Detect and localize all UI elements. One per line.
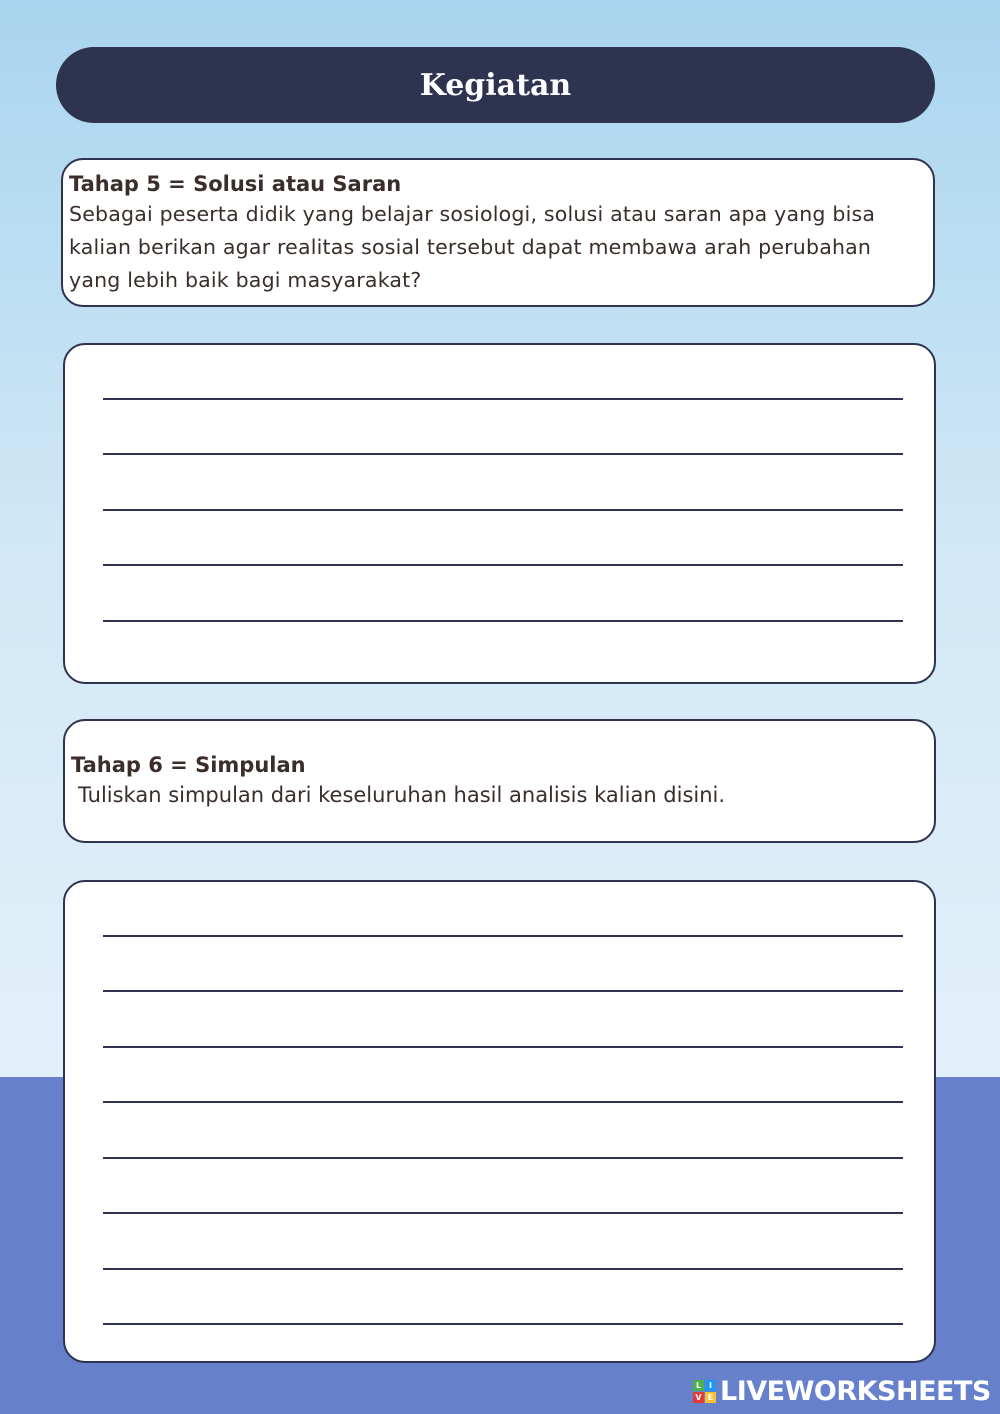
answer-line[interactable] xyxy=(103,398,903,400)
answer-line[interactable] xyxy=(103,1212,903,1214)
page-title: Kegiatan xyxy=(419,67,572,103)
step5-heading: Tahap 5 = Solusi atau Saran xyxy=(69,172,402,196)
answer-line[interactable] xyxy=(103,1157,903,1159)
answer-line[interactable] xyxy=(103,1323,903,1325)
step5-question xyxy=(69,198,927,297)
step5-question-line: Sebagai peserta didik yang belajar sosiologi, solusi atau saran apa yang bisa xyxy=(69,202,876,226)
step5-question-line: yang lebih baik bagi masyarakat? xyxy=(69,268,422,292)
answer-line[interactable] xyxy=(103,453,903,455)
liveworksheets-brand xyxy=(693,1376,991,1407)
logo-letter: L xyxy=(693,1380,704,1391)
step6-prompt-card xyxy=(63,719,936,843)
answer-line[interactable] xyxy=(103,1268,903,1270)
logo-letter: E xyxy=(705,1392,716,1403)
step6-heading: Tahap 6 = Simpulan xyxy=(71,753,306,777)
answer-line[interactable] xyxy=(103,620,903,622)
title-banner xyxy=(56,47,935,123)
logo-letter: I xyxy=(705,1380,716,1391)
answer-line[interactable] xyxy=(103,990,903,992)
step6-instruction: Tuliskan simpulan dari keseluruhan hasil analisis kalian disini. xyxy=(78,783,726,807)
step6-answer-box[interactable] xyxy=(63,880,936,1363)
logo-letter: V xyxy=(693,1392,704,1403)
step5-answer-box[interactable] xyxy=(63,343,936,684)
answer-line[interactable] xyxy=(103,935,903,937)
step5-question-line: kalian berikan agar realitas sosial tersebut dapat membawa arah perubahan xyxy=(69,235,872,259)
answer-line[interactable] xyxy=(103,1046,903,1048)
brand-name: LIVEWORKSHEETS xyxy=(720,1376,991,1407)
answer-line[interactable] xyxy=(103,564,903,566)
step5-prompt-card xyxy=(61,158,935,307)
answer-line[interactable] xyxy=(103,509,903,511)
answer-line[interactable] xyxy=(103,1101,903,1103)
liveworksheets-logo-icon xyxy=(693,1380,716,1403)
